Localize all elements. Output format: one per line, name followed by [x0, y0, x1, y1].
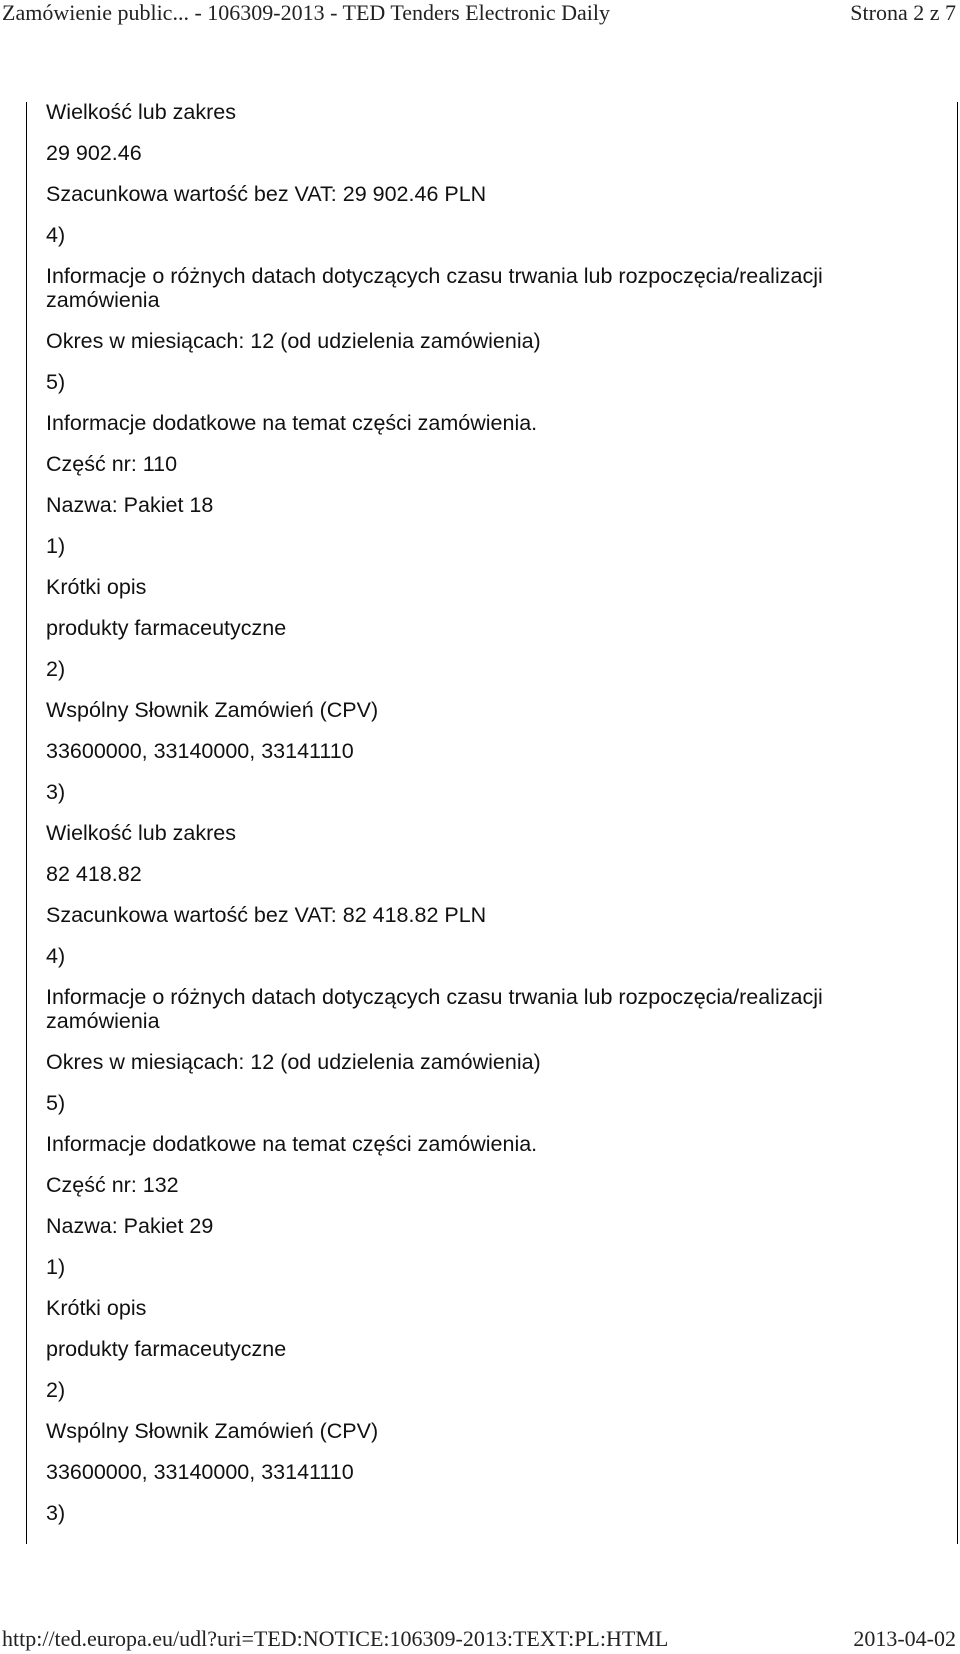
section-heading: Informacje dodatkowe na temat części zamówienia. [46, 411, 538, 435]
cpv-codes: 33600000, 33140000, 33141110 [46, 739, 354, 763]
quantity-value: 29 902.46 [46, 141, 142, 165]
print-date: 2013-04-02 [853, 1626, 956, 1651]
section-number: 5) [46, 1091, 66, 1115]
section-number: 2) [46, 657, 66, 681]
cpv-codes: 33600000, 33140000, 33141110 [46, 1460, 354, 1484]
section-heading: Informacje o różnych datach dotyczących czasu trwania lub rozpoczęcia/realizacji zamówienia [46, 985, 823, 1033]
document-title: Zamówienie public... - 106309-2013 - TED Tenders Electronic Daily [2, 0, 610, 25]
short-description: produkty farmaceutyczne [46, 1337, 287, 1361]
section-number: 4) [46, 223, 66, 247]
duration-text: Okres w miesiącach: 12 (od udzielenia zamówienia) [46, 329, 541, 353]
section-number: 2) [46, 1378, 66, 1402]
section-heading: Informacje o różnych datach dotyczących czasu trwania lub rozpoczęcia/realizacji zamówienia [46, 264, 823, 312]
estimated-value: Szacunkowa wartość bez VAT: 29 902.46 PLN [46, 182, 487, 206]
section-number: 5) [46, 370, 66, 394]
short-description: produkty farmaceutyczne [46, 616, 287, 640]
section-number: 3) [46, 1501, 66, 1525]
lot-number: Część nr: 132 [46, 1173, 179, 1197]
page-number: Strona 2 z 7 [850, 0, 956, 25]
lot-name: Nazwa: Pakiet 29 [46, 1214, 214, 1238]
print-header [0, 0, 960, 40]
section-heading: Krótki opis [46, 1296, 147, 1320]
estimated-value: Szacunkowa wartość bez VAT: 82 418.82 PLN [46, 903, 487, 927]
notice-content [46, 100, 926, 1542]
print-footer [0, 1624, 960, 1654]
section-heading: Wspólny Słownik Zamówień (CPV) [46, 1419, 379, 1443]
section-number: 3) [46, 780, 66, 804]
section-number: 1) [46, 534, 66, 558]
section-heading: Wspólny Słownik Zamówień (CPV) [46, 698, 379, 722]
lot-number: Część nr: 110 [46, 452, 178, 476]
quantity-value: 82 418.82 [46, 862, 142, 886]
source-url: http://ted.europa.eu/udl?uri=TED:NOTICE:106309-2013:TEXT:PL:HTML [2, 1626, 669, 1651]
duration-text: Okres w miesiącach: 12 (od udzielenia zamówienia) [46, 1050, 541, 1074]
lot-name: Nazwa: Pakiet 18 [46, 493, 214, 517]
section-number: 1) [46, 1255, 66, 1279]
section-heading: Krótki opis [46, 575, 147, 599]
section-heading: Wielkość lub zakres [46, 100, 236, 124]
section-number: 4) [46, 944, 66, 968]
section-heading: Wielkość lub zakres [46, 821, 236, 845]
section-heading: Informacje dodatkowe na temat części zamówienia. [46, 1132, 538, 1156]
